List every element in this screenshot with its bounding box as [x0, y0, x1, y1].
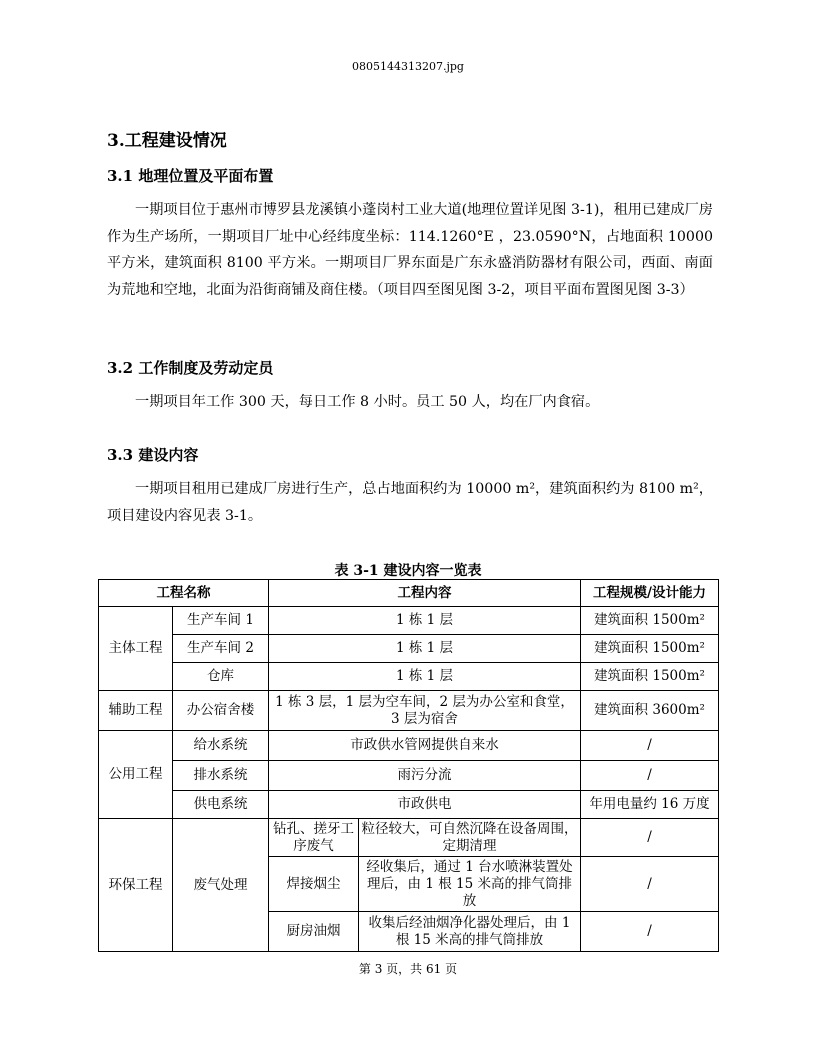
table-row — [99, 691, 719, 731]
header-scale: 工程规模/设计能力 — [581, 580, 719, 607]
page-number: 第 3 页，共 61 页 — [358, 962, 458, 976]
header-project-name: 工程名称 — [99, 580, 269, 607]
table-row — [99, 635, 719, 663]
item-name-cell: 办公宿舍楼 — [173, 691, 269, 731]
scale-cell: 建筑面积 1500m² — [581, 635, 719, 663]
construction-content-table — [98, 579, 719, 952]
scale-cell: 建筑面积 1500m² — [581, 607, 719, 635]
item-name-cell: 焊接烟尘 — [269, 857, 359, 912]
subcategory-cell: 废气处理 — [173, 819, 269, 952]
content-cell: 市政供电 — [269, 791, 581, 819]
table-header-row — [99, 580, 719, 607]
item-name-cell: 给水系统 — [173, 731, 269, 761]
table-caption: 表 3-1 建设内容一览表 — [334, 563, 482, 579]
content-cell: 粒径较大，可自然沉降在设备周围，定期清理 — [359, 819, 581, 857]
scale-cell: 年用电量约 16 万度 — [581, 791, 719, 819]
category-cell: 主体工程 — [99, 607, 173, 691]
scale-cell: / — [581, 761, 719, 791]
category-cell: 辅助工程 — [99, 691, 173, 731]
table-row — [99, 791, 719, 819]
content-cell: 市政供水管网提供自来水 — [269, 731, 581, 761]
item-name-cell: 生产车间 2 — [173, 635, 269, 663]
content-cell: 1 栋 1 层 — [269, 663, 581, 691]
paragraph-3-3 — [107, 476, 713, 529]
paragraph-3-2 — [107, 389, 713, 416]
item-name-cell: 仓库 — [173, 663, 269, 691]
subsection-heading-3-1: 3.1 地理位置及平面布置 — [107, 167, 274, 185]
item-name-cell: 钻孔、搓牙工序废气 — [269, 819, 359, 857]
content-cell: 1 栋 1 层 — [269, 607, 581, 635]
content-cell: 雨污分流 — [269, 761, 581, 791]
item-name-cell: 厨房油烟 — [269, 912, 359, 952]
table-row — [99, 607, 719, 635]
paragraph-3-1 — [107, 197, 713, 303]
table-row — [99, 819, 719, 857]
scale-cell: 建筑面积 1500m² — [581, 663, 719, 691]
table-row — [99, 761, 719, 791]
table-row — [99, 731, 719, 761]
paragraph-text: 一期项目租用已建成厂房进行生产，总占地面积约为 10000 m²，建筑面积约为 8100 m²，项目建设内容见表 3-1。 — [107, 481, 713, 524]
content-cell: 经收集后，通过 1 台水喷淋装置处理后，由 1 根 15 米高的排气筒排放 — [359, 857, 581, 912]
paragraph-text: 一期项目位于惠州市博罗县龙溪镇小蓬岗村工业大道(地理位置详见图 3-1)，租用已建成厂房作为生产场所，一期项目厂址中心经纬度坐标：114.1260°E ，23.0590°N，占地面积 10000 平方米，建筑面积 8100 平方米。一期项目厂界东面是广东永盛消防器材有限公司，西面、南面为荒地和空地，北面为沿街商铺及商住楼。（项目四至图见图 3-2，项目平面布置图见图 3-3） — [107, 202, 713, 298]
section-title: 3.工程建设情况 — [107, 131, 227, 151]
item-name-cell: 排水系统 — [173, 761, 269, 791]
paragraph-text: 一期项目年工作 300 天，每日工作 8 小时。员工 50 人，均在厂内食宿。 — [135, 394, 600, 410]
scale-cell: 建筑面积 3600m² — [581, 691, 719, 731]
table-row — [99, 663, 719, 691]
content-cell: 收集后经油烟净化器处理后，由 1 根 15 米高的排气筒排放 — [359, 912, 581, 952]
scale-cell: / — [581, 819, 719, 857]
item-name-cell: 生产车间 1 — [173, 607, 269, 635]
content-cell: 1 栋 1 层 — [269, 635, 581, 663]
scale-cell: / — [581, 857, 719, 912]
scale-cell: / — [581, 731, 719, 761]
category-cell: 公用工程 — [99, 731, 173, 819]
subsection-heading-3-2: 3.2 工作制度及劳动定员 — [107, 359, 274, 377]
header-project-content: 工程内容 — [269, 580, 581, 607]
item-name-cell: 供电系统 — [173, 791, 269, 819]
image-filename: 0805144313207.jpg — [352, 60, 464, 73]
category-cell: 环保工程 — [99, 819, 173, 952]
content-cell: 1 栋 3 层，1 层为空车间，2 层为办公室和食堂，3 层为宿舍 — [269, 691, 581, 731]
scale-cell: / — [581, 912, 719, 952]
subsection-heading-3-3: 3.3 建设内容 — [107, 446, 199, 464]
